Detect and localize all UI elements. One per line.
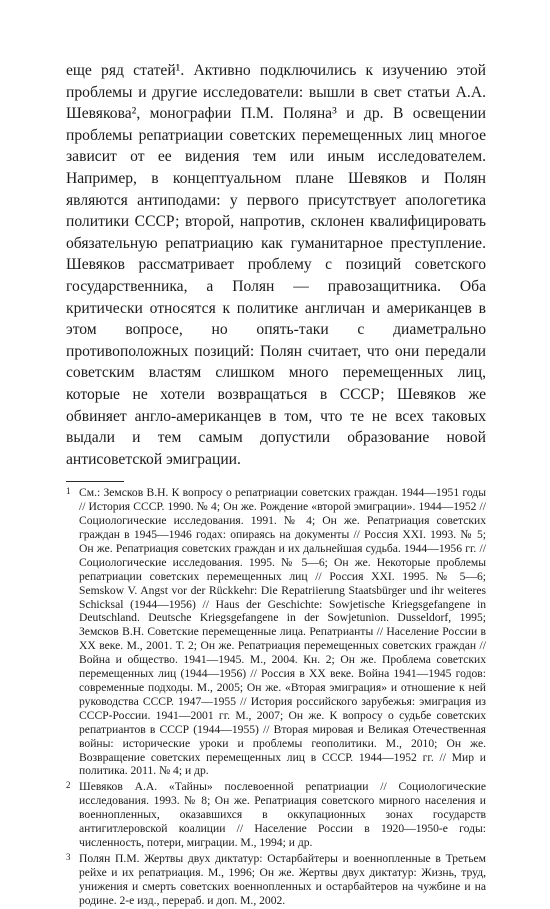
book-page: [66, 60, 486, 909]
footnote-1: [66, 486, 486, 778]
footnote-text: Шевяков А.А. «Тайны» послевоенной репатриации // Социологические исследования. 1993. № 8; Он же. Репатриация советского мирного населения и военнопленных, оказавшихся в оккупационных зонах государств антигитлеровской коалиции // Население России в 1920—1950-е годы: численность, потери, миграции. М., 1994; и др.: [79, 780, 486, 849]
footnote-3: [66, 852, 486, 908]
footnote-number: 1: [66, 486, 71, 497]
footnote-number: 3: [66, 851, 71, 862]
footnotes: [66, 486, 486, 907]
footnote-number: 2: [66, 780, 71, 791]
main-paragraph: еще ряд статей¹. Активно подключились к изучению этой проблемы и другие исследователи: вышли в свет статьи А.А. Шевякова², монографии П.М. Поляна³ и др. В освещении проблемы репатриации советских перемещенных лиц многое зависит от ее видения тем или иным исследователем. Например, в концептуальном плане Шевяков и Полян являются антиподами: у первого присутствует апологетика политики СССР; второй, напротив, склонен квалифицировать обязательную репатриацию как гуманитарное преступление. Шевяков рассматривает проблему с позиций советского государственника, а Полян — правозащитника. Оба критически относятся к политике англичан и американцев в этом вопросе, но опять-таки с диаметрально противоположных позиций: Полян считает, что они передали советским властям слишком много перемещенных лиц, которые не хотели возвращаться в СССР; Шевяков же обвиняет англо-американцев в том, что те не всех таковых выдали и тем самым допустили образование новой антисоветской эмиграции.: [66, 62, 486, 468]
footnote-text: Полян П.М. Жертвы двух диктатур: Остарбайтеры и военнопленные в Третьем рейхе и их репатриация. М., 1996; Он же. Жертвы двух диктатур: Жизнь, труд, унижения и смерть советских военнопленных и остарбайтеров на чужбине и на родине. 2-е изд., перераб. и доп. М., 2002.: [79, 851, 486, 907]
footnote-text: См.: Земсков В.Н. К вопросу о репатриации советских граждан. 1944—1951 годы // История СССР. 1990. № 4; Он же. Рождение «второй эмиграции». 1944—1952 // Социологические исследования. 1991. № 4; Он же. Репатриация советских граждан в 1945—1946 годах: опираясь на документы // Россия XXI. 1993. № 5; Он же. Репатриация советских граждан и их дальнейшая судьба. 1944—1956 гг. // Социологические исследования. 1995. № 5—6; Он же. Некоторые проблемы репатриации советских перемещенных лиц // Россия XXI. 1995. № 5—6; Semskow V. Angst vor der Rückkehr: Die Repatriierung Staatsbürger und ihr weiteres Schicksal (1944—1956) // Haus der Geschichte: Sowjetische Kriegsgefangene in Deutschland. Deutsche Kriegsgefangene in der Sowjetunion. Dusseldorf, 1995; Земсков В.Н. Советские перемещенные лица. Репатрианты // Население России в XX веке. М., 2001. Т. 2; Он же. Репатриация перемещенных советских граждан // Война и общество. 1941—1945. М., 2004. Кн. 2; Он же. Проблема советских перемещенных лиц (1944—1956) // Россия в XX веке. Война 1941—1945 годов: современные подходы. М., 2005; Он же. «Вторая эмиграция» и отношение к ней руководства СССР. 1947—1955 // История российского зарубежья: эмиграция из СССР-России. 1941—2001 гг. М., 2007; Он же. К вопросу о судьбе советских репатриантов в СССР (1944—1955) // Вторая мировая и Великая Отечественная войны: исторические уроки и проблемы геополитики. М., 2010; Он же. Возвращение советских перемещенных лиц в СССР. 1944—1952 гг. // Мир и политика. 2011. № 4; и др.: [79, 486, 486, 778]
main-text: [66, 60, 486, 470]
footnote-2: [66, 780, 486, 850]
footnote-separator: [66, 481, 124, 482]
